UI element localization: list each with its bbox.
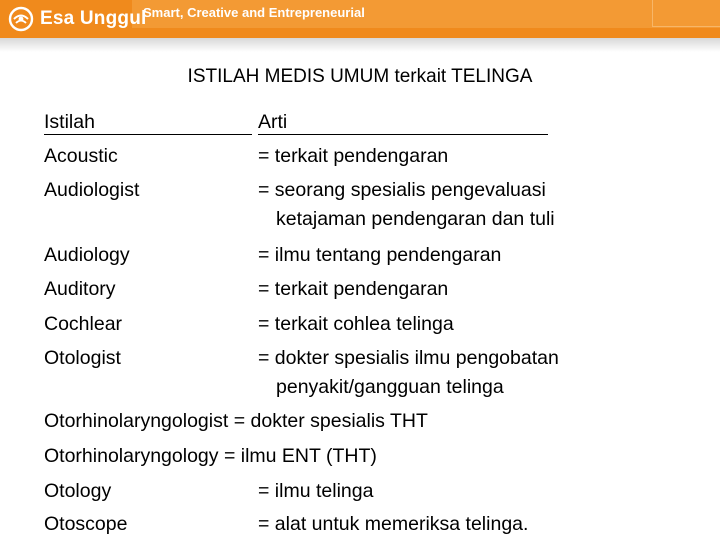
definition-audiologist: = seorang spesialis pengevaluasi: [258, 179, 546, 201]
definition-acoustic: = terkait pendengaran: [258, 145, 449, 167]
term-cochlear: Cochlear: [44, 313, 123, 335]
definition-otologist: = dokter spesialis ilmu pengobatan: [258, 347, 559, 369]
term-otorhinolaryngology-text: Otorhinolaryngology: [44, 445, 219, 467]
slide-title: ISTILAH MEDIS UMUM terkait TELINGA: [187, 66, 533, 87]
definition-cochlear: = terkait cohlea telinga: [258, 313, 454, 335]
term-audiology: Audiology: [44, 244, 130, 266]
column-header-definition: Arti: [258, 110, 548, 135]
term-audiologist: Audiologist: [44, 179, 140, 201]
logo: [8, 4, 147, 34]
definition-otology: = ilmu telinga: [258, 480, 374, 502]
definition-auditory: = terkait pendengaran: [258, 278, 449, 300]
term-acoustic: Acoustic: [44, 145, 118, 167]
term-otologist: Otologist: [44, 347, 121, 369]
term-otology: Otology: [44, 480, 112, 502]
header-tagline: Smart, Creative and Entrepreneurial: [143, 5, 365, 20]
brand-name: Esa Unggul: [40, 8, 147, 29]
definition-otorhinolaryngologist: = dokter spesialis THT: [233, 410, 428, 432]
column-header-term: Istilah: [44, 110, 252, 135]
term-otorhinolaryngologist: [44, 409, 428, 433]
definition-audiologist-cont: ketajaman pendengaran dan tuli: [276, 208, 555, 230]
term-otorhinolaryngologist-text: Otorhinolaryngologist: [44, 410, 229, 432]
definition-audiology: = ilmu tentang pendengaran: [258, 244, 502, 266]
definition-otologist-cont: penyakit/gangguan telinga: [276, 376, 504, 398]
definition-otorhinolaryngology: = ilmu ENT (THT): [223, 445, 377, 467]
header-shadow: [0, 38, 720, 52]
header-frame: [652, 0, 720, 27]
header-bar: [0, 0, 720, 38]
term-otorhinolaryngology: [44, 444, 377, 468]
term-otoscope: Otoscope: [44, 513, 128, 535]
definition-otoscope: = alat untuk memeriksa telinga.: [258, 513, 529, 535]
globe-icon: [8, 6, 34, 32]
term-auditory: Auditory: [44, 278, 116, 300]
